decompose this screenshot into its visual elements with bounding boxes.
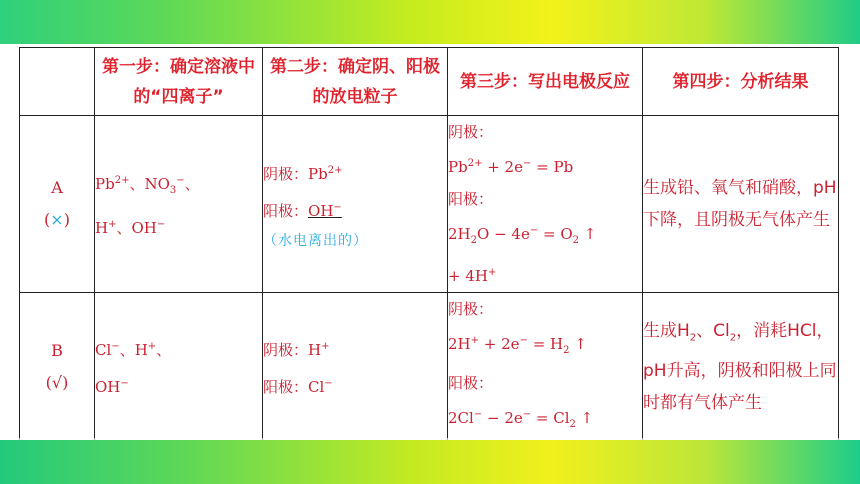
option-a-result: 生成铅、氧气和硝酸，pH下降，且阴极无气体产生 (643, 116, 839, 293)
top-band-edge (0, 44, 860, 46)
option-b-discharge-particles (263, 293, 448, 442)
option-b-cathode-particle: 阴极：H+ (263, 341, 330, 359)
option-b-anode-particle: 阳极：Cl− (263, 378, 333, 396)
electrolysis-analysis-table (19, 47, 839, 442)
table-header-row (20, 48, 839, 116)
table-row-b (20, 293, 839, 442)
option-b-anode-label: 阳极： (448, 374, 494, 392)
option-b-ions-line1: Cl−、H+、 (95, 341, 172, 359)
option-a-letter: A (51, 178, 63, 197)
water-ionization-note: （水电离出的） (263, 233, 368, 249)
check-mark-icon: √ (51, 373, 63, 392)
wrong-mark-icon: × (50, 210, 64, 229)
option-b-result: 生成$H_2$、$Cl_2$，消耗HCl，pH升高，阴极和阳极上同时都有气体产生 (643, 293, 839, 442)
option-a-anode-equation-cont: + 4H+ (448, 267, 497, 285)
top-decorative-band (0, 0, 860, 44)
option-a-judgement: (×) (44, 210, 70, 229)
option-a-ions-line2: H+、OH− (95, 218, 166, 237)
header-step1: 第一步：确定溶液中的“四离子” (95, 48, 263, 116)
option-a-electrode-reactions (448, 116, 643, 293)
option-b-cathode-label: 阴极： (448, 300, 494, 318)
option-b-letter: B (51, 341, 63, 360)
option-b-electrode-reactions (448, 293, 643, 442)
bottom-decorative-band (0, 440, 860, 484)
header-empty-cell (20, 48, 95, 116)
option-a-anode-particle: 阳极：OH− (263, 202, 342, 220)
option-b-cathode-equation: $2H^+ + 2e^- = H_2$ ↑ (448, 335, 587, 356)
table-row-a (20, 116, 839, 293)
option-a-cathode-equation: $Pb^{2+} + 2e^- = Pb$ (448, 158, 574, 176)
option-a-anode-label: 阳极： (448, 190, 494, 208)
option-a-ions-line1: $Pb^{2+}$、$NO_3^-$、 (95, 174, 200, 196)
option-b-cell (20, 293, 95, 442)
option-a-discharge-particles (263, 116, 448, 293)
option-a-ions (95, 116, 263, 293)
option-a-anode-equation: $2H_2O - 4e^- = O_2$ ↑ (448, 225, 597, 246)
option-b-ions-line2: OH− (95, 378, 129, 396)
header-step3: 第三步：写出电极反应 (448, 48, 643, 116)
option-b-judgement: (√) (45, 373, 69, 392)
option-a-cathode-label: 阴极： (448, 123, 494, 141)
header-step4: 第四步：分析结果 (643, 48, 839, 116)
option-b-anode-equation: $2Cl^- - 2e^- = Cl_2$ ↑ (448, 409, 594, 430)
option-a-cell (20, 116, 95, 293)
option-b-ions (95, 293, 263, 442)
option-a-cathode-particle: 阴极：$Pb^{2+}$ (263, 165, 343, 183)
header-step2: 第二步：确定阴、阳极的放电粒子 (263, 48, 448, 116)
